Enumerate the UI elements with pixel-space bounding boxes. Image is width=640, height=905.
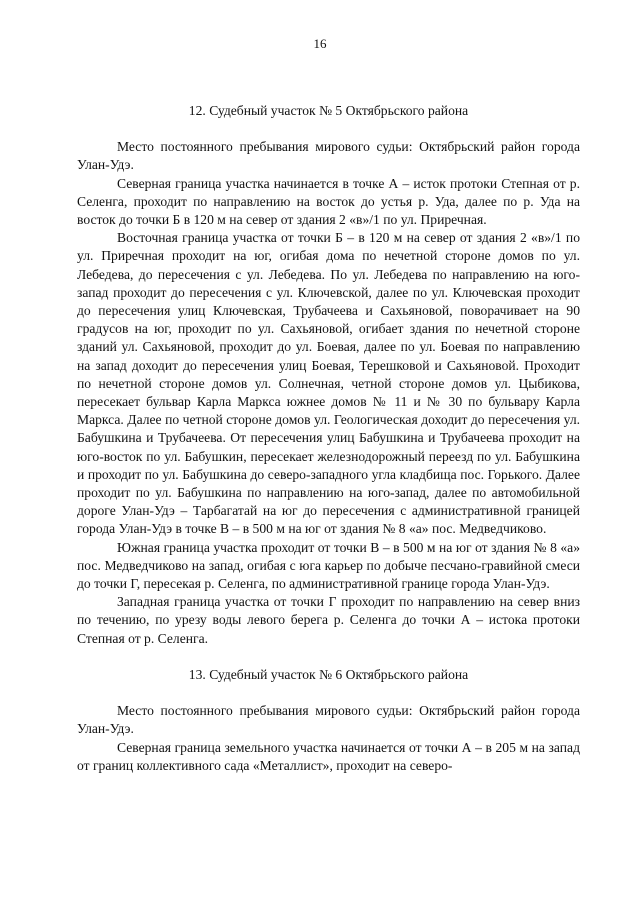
paragraph-western-border: Западная граница участка от точки Г проходит по направлению на север вниз по течению, по урезу воды левого берега р. Селенга до точки А – истока протоки Степная от р. Селенга. (77, 594, 580, 646)
section-heading-13: 13. Судебный участок № 6 Октябрьского района (188, 666, 469, 682)
page-number: 16 (313, 36, 327, 51)
paragraph-southern-border: Южная граница участка проходит от точки В – в 500 м на юг от здания № 8 «а» пос. Медведчиково на запад, огибая с юга карьер по добыче песчано-гравийной смеси до точки Г, пересекая р. Селенга, по административной границе города Улан-Удэ. (77, 539, 580, 592)
paragraph-location: Место постоянного пребывания мирового судьи: Октябрьский район города Улан-Удэ. (77, 703, 580, 737)
paragraph-northern-border: Северная граница участка начинается в точке А – исток протоки Степная от р. Селенга, проходит по направлению на восток до устья р. Уда, далее по р. Уда на восток до точки Б в 120 м на север от здания 2 «в»/1 по ул. Приречная. (77, 175, 580, 228)
document-body (77, 102, 580, 775)
paragraph-eastern-border: Восточная граница участка от точки Б – в 120 м на север от здания 2 «в»/1 по ул. Приречная проходит на юг, огибая дома по нечетной стороне домов по ул. Лебедева, до пересечения с ул. Лебедева. По ул. Лебедева по направлению на юго-запад проходит до пересечения с ул. Ключевской, далее по ул. Ключевская проходит до пересечения улиц Ключевская, Трубачеева и Сахьяновой, поворачивает на 90 градусов на юг, проходит по ул. Сахьяновой, огибает здания по нечетной стороне зданий ул. Сахьяновой, проходит до ул. Боевая, далее по ул. Боевая по направлению на запад доходит до пересечения улиц Боевая, Терешковой и Сахьяновой. Проходит по нечетной стороне домов ул. Солнечная, четной стороне домов ул. Цыбикова, пересекает бульвар Карла Маркса южнее домов № 11 и № 30 по бульвару Карла Маркса. Далее по четной стороне домов ул. Геологическая доходит до пересечения ул. Бабушкина и Трубачеева. От пересечения улиц Бабушкина и Трубачеева проходит на юго-восток по ул. Бабушкин, пересекает железнодорожный переезд по ул. Бабушкина и проходит по ул. Бабушкина до северо-западного угла кладбища пос. Горького. Далее проходит по ул. Бабушкина по направлению на юго-запад, далее по автомобильной дороге Улан-Удэ – Тарбагатай на юг до пересечения с административной границей города Улан-Удэ в точке В – в 500 м на юг от здания № 8 «а» пос. Медведчиково. (77, 230, 580, 537)
paragraph-location: Место постоянного пребывания мирового судьи: Октябрьский район города Улан-Удэ. (77, 139, 580, 173)
section-heading-12: 12. Судебный участок № 5 Октябрьского района (188, 103, 469, 118)
paragraph-northern-border: Северная граница земельного участка начинается от точки А – в 205 м на запад от границ коллективного сада «Металлист», проходит на северо- (77, 739, 580, 773)
